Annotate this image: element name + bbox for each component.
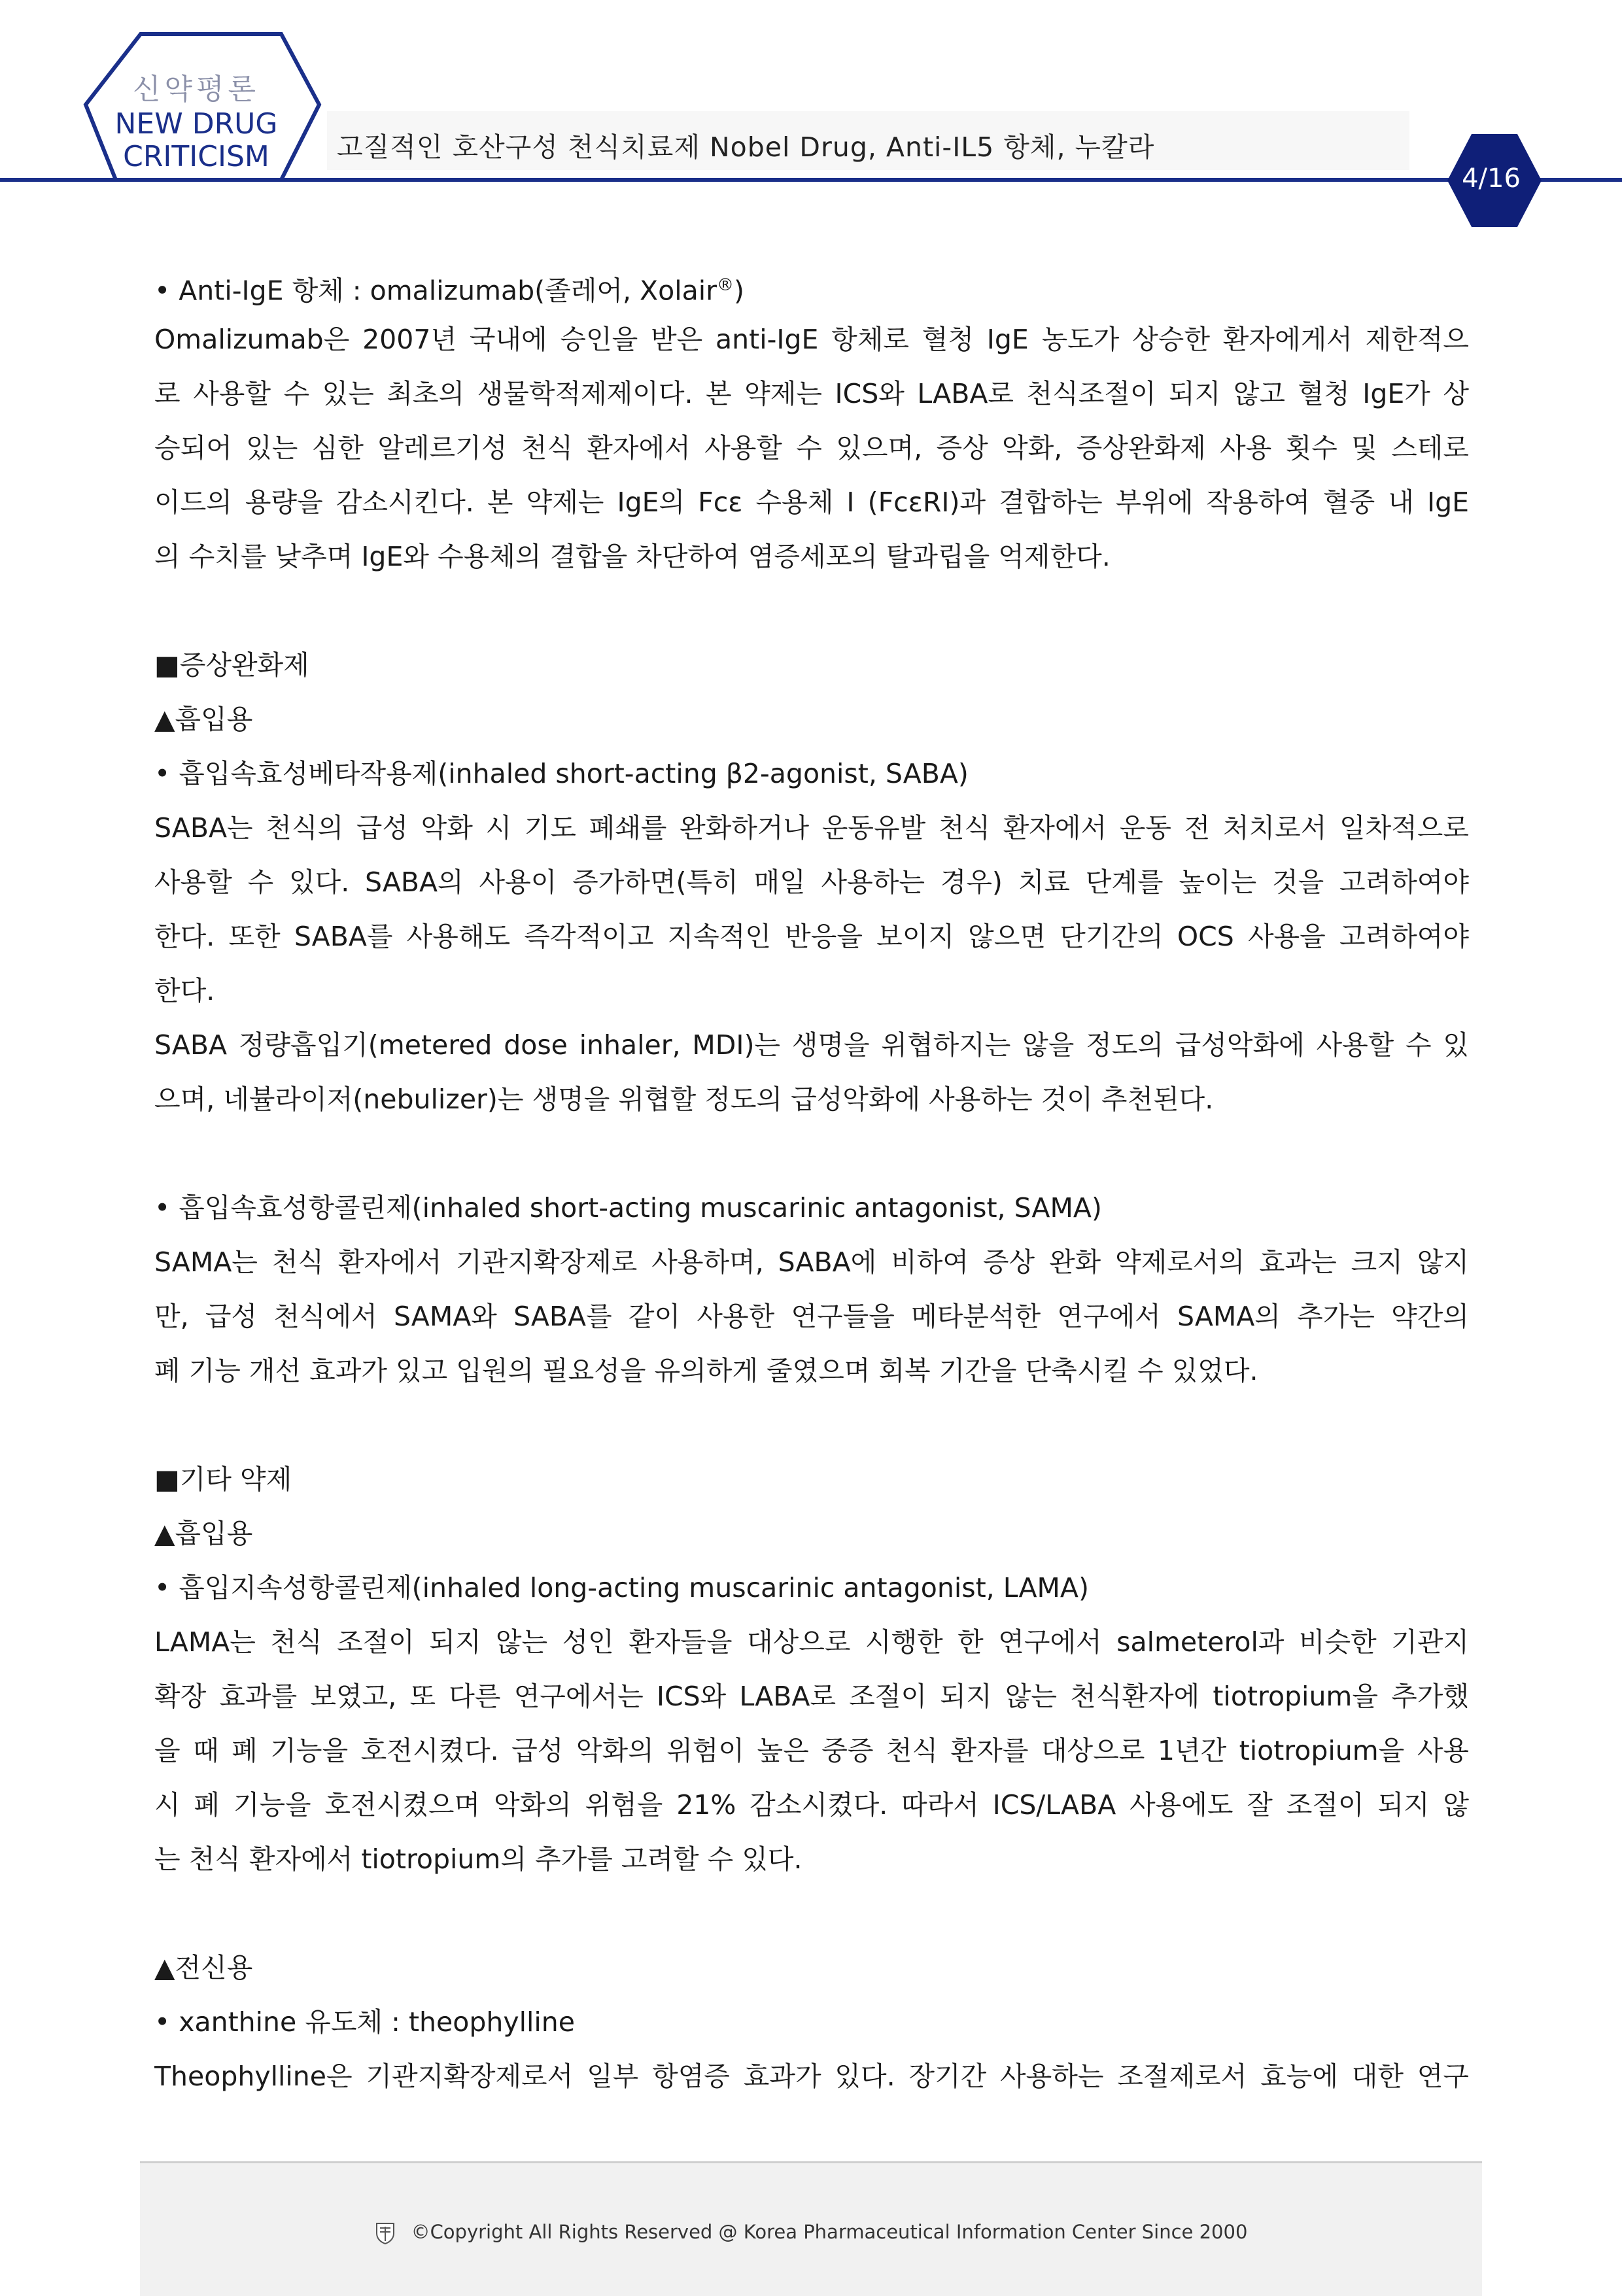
- omalizumab-para-line: Omalizumab은 2007년 국내에 승인을 받은 anti-IgE 항체로 혈청 IgE 농도가 상승한 환자에게서 제한적으: [154, 324, 1469, 355]
- sama-para-line: 만, 급성 천식에서 SAMA와 SABA를 같이 사용한 연구들을 메타분석한 연구에서 SAMA의 추가는 약간의: [154, 1301, 1469, 1332]
- saba-mdi-line: SABA 정량흡입기(metered dose inhaler, MDI)는 생명을 위협하지는 않을 정도의 급성악화에 사용할 수 있: [154, 1029, 1469, 1061]
- saba-para-line: 사용할 수 있다. SABA의 사용이 증가하면(특히 매일 사용하는 경우) 치료 단계를 높이는 것을 고려하여야: [154, 866, 1469, 898]
- other-drugs-heading: ■기타 약제: [154, 1464, 292, 1495]
- omalizumab-para-line: 로 사용할 수 있는 최초의 생물학적제제이다. 본 약제는 ICS와 LABA로 천식조절이 되지 않고 혈청 IgE가 상: [154, 378, 1469, 409]
- sama-para-line: SAMA는 천식 환자에서 기관지확장제로 사용하며, SABA에 비하여 증상 완화 약제로서의 효과는 크지 않지: [154, 1246, 1469, 1278]
- lama-para-line: LAMA는 천식 조절이 되지 않는 성인 환자들을 대상으로 시행한 한 연구에서 salmeterol과 비슷한 기관지: [154, 1626, 1469, 1658]
- omalizumab-para-line: 이드의 용량을 감소시킨다. 본 약제는 IgE의 Fcε 수용체 I (FcεRI)과 결합하는 부위에 작용하여 혈중 내 IgE: [154, 487, 1469, 518]
- saba-para-line: 한다.: [154, 975, 215, 1006]
- sama-heading: • 흡입속효성항콜린제(inhaled short-acting muscarinic antagonist, SAMA): [154, 1192, 1102, 1224]
- lama-para-line: 을 때 폐 기능을 호전시켰다. 급성 악화의 위험이 높은 중증 천식 환자를 대상으로 1년간 tiotropium을 사용: [154, 1735, 1469, 1766]
- omalizumab-para-line: 승되어 있는 심한 알레르기성 천식 환자에서 사용할 수 있으며, 증상 악화, 증상완화제 사용 횟수 및 스테로: [154, 432, 1469, 464]
- shield-crest-icon: [375, 2221, 396, 2245]
- omalizumab-para-line: 의 수치를 낮추며 IgE와 수용체의 결합을 차단하여 염증세포의 탈과립을 억제한다.: [154, 541, 1111, 572]
- logo-korean: 신약평론: [132, 73, 260, 106]
- systemic-subheading: ▲전신용: [154, 1952, 253, 1983]
- theophylline-line: Theophylline은 기관지확장제로서 일부 항염증 효과가 있다. 장기간 사용하는 조절제로서 효능에 대한 연구: [154, 2061, 1469, 2092]
- paragraph-gap: [154, 1127, 1469, 1181]
- omalizumab-heading-text: • Anti-IgE 항체 : omalizumab(졸레어, Xolair: [154, 275, 717, 307]
- page-number: 4/16: [1462, 163, 1521, 194]
- paragraph-gap: [154, 1887, 1469, 1941]
- inhaled-subheading: ▲흡입용: [154, 1518, 253, 1549]
- logo-english-line2: CRITICISM: [123, 140, 269, 173]
- omalizumab-heading-close: ): [734, 275, 744, 307]
- registered-mark: ®: [717, 275, 734, 295]
- paragraph-gap: [154, 584, 1469, 638]
- header-title: 고질적인 호산구성 천식치료제 Nobel Drug, Anti-IL5 항체, 누칼라: [337, 131, 1155, 163]
- lama-para-line: 확장 효과를 보였고, 또 다른 연구에서는 ICS와 LABA로 조절이 되지 않는 천식환자에 tiotropium을 추가했: [154, 1681, 1469, 1712]
- saba-para-line: SABA는 천식의 급성 악화 시 기도 폐쇄를 완화하거나 운동유발 천식 환자에서 운동 전 처치로서 일차적으로: [154, 812, 1469, 844]
- lama-para-line: 는 천식 환자에서 tiotropium의 추가를 고려할 수 있다.: [154, 1843, 802, 1875]
- xanthine-heading: • xanthine 유도체 : theophylline: [154, 2006, 576, 2038]
- saba-heading: • 흡입속효성베타작용제(inhaled short-acting β2-agonist, SABA): [154, 758, 969, 789]
- footer-copyright: ©Copyright All Rights Reserved @ Korea Pharmaceutical Information Center Since 2000: [411, 2221, 1248, 2243]
- page-footer: [140, 2161, 1482, 2296]
- paragraph-gap: [154, 1398, 1469, 1452]
- footer-copyright-row: [140, 2221, 1482, 2245]
- saba-para-line: 한다. 또한 SABA를 사용해도 즉각적이고 지속적인 반응을 보이지 않으면 단기간의 OCS 사용을 고려하여야: [154, 921, 1469, 952]
- omalizumab-heading: [154, 258, 1469, 313]
- document-body: [154, 258, 1469, 2104]
- lama-para-line: 시 폐 기능을 호전시켰으며 악화의 위험을 21% 감소시켰다. 따라서 ICS/LABA 사용에도 잘 조절이 되지 않: [154, 1789, 1469, 1821]
- inhaled-subheading: ▲흡입용: [154, 704, 253, 735]
- saba-mdi-line: 으며, 네뷸라이저(nebulizer)는 생명을 위협할 정도의 급성악화에 사용하는 것이 추천된다.: [154, 1084, 1214, 1115]
- lama-heading: • 흡입지속성항콜린제(inhaled long-acting muscarinic antagonist, LAMA): [154, 1572, 1089, 1603]
- sama-para-line: 폐 기능 개선 효과가 있고 입원의 필요성을 유의하게 줄였으며 회복 기간을 단축시킬 수 있었다.: [154, 1355, 1258, 1386]
- reliever-heading: ■증상완화제: [154, 649, 309, 681]
- page-header: [0, 0, 1622, 235]
- logo-english-line1: NEW DRUG: [114, 107, 278, 141]
